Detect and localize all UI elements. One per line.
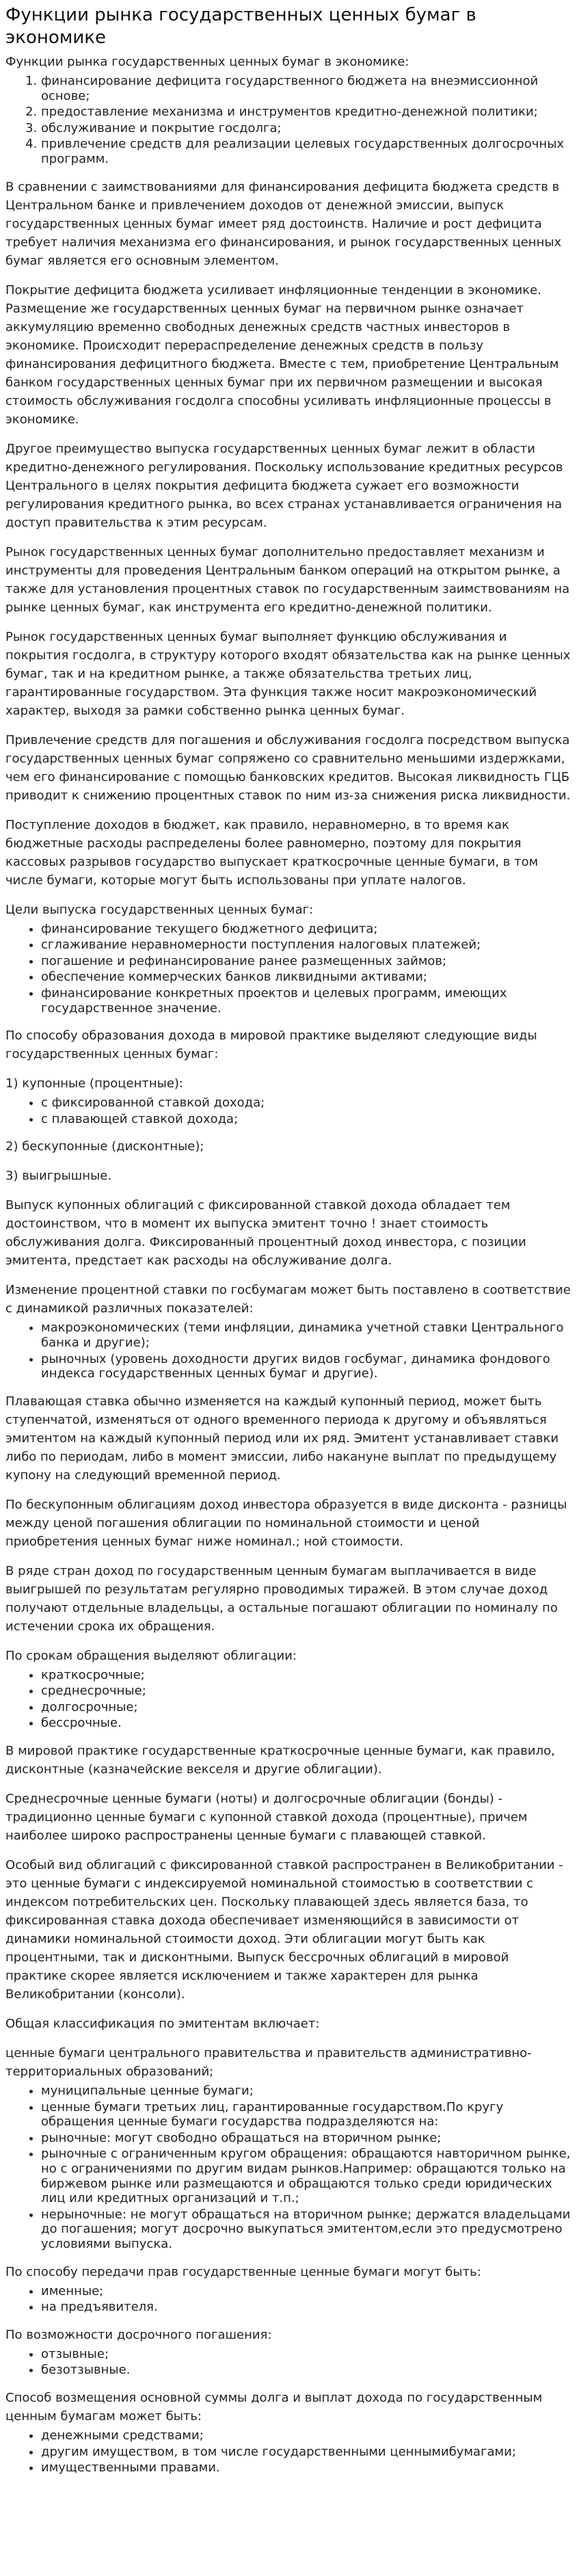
list-item: • с плавающей ставкой дохода;: [41, 1112, 574, 1127]
list-item: • среднесрочные;: [41, 1684, 574, 1699]
list-item: • муниципальные ценные бумаги;: [41, 2084, 574, 2099]
transfer-title: По способу передачи прав государственные ценные бумаги могут быть:: [5, 2264, 481, 2279]
list-item: • рыночных (уровень доходности других видов госбумаг, динамика фондового индекса государственных ценных бумаг и другие).: [41, 1352, 574, 1381]
term-title: По срокам обращения выделяют облигации:: [5, 1648, 297, 1663]
repay-title: Способ возмещения основной суммы долга и выплат дохода по государственным ценным бумагам может быть:: [5, 2390, 543, 2424]
goals-title: Цели выпуска государственных ценных бумаг:: [5, 902, 314, 917]
paragraph: Рынок государственных ценных бумаг выполняет функцию обслуживания и покрытия госдолга, в структуру которого входят обязательства как на рынке ценных бумаг, так и на кредитном рынке, а также обязательства третьих лиц, гарантированные государством. Эта функция также носит макроэкономический характер, выходя за рамки собственно рынка ценных бумаг.: [5, 629, 571, 718]
list-item: • с фиксированной ставкой дохода;: [41, 1096, 574, 1111]
page-title: Функции рынка государственных ценных бумаг в экономике: [5, 5, 476, 48]
paragraph: Выпуск купонных облигаций с фиксированной ставкой дохода обладает тем достоинством, что в момент их выпуска эмитент точно ! знает стоимость обслуживания долга. Фиксированный процентный доход инвестора, с позиции эмитента, предстает как расходы на обслуживание долга.: [5, 1198, 526, 1269]
recall-title: По возможности досрочного погашения:: [5, 2327, 272, 2342]
coupon-title: 1) купонные (процентные):: [5, 1076, 183, 1091]
list-item: • отзывные;: [41, 2347, 574, 2362]
list-item: 2. предоставление механизма и инструментов кредитно-денежной политики;: [41, 105, 574, 120]
list-item: • имущественными правами.: [41, 2460, 574, 2475]
paragraph: Другое преимущество выпуска государственных ценных бумаг лежит в области кредитно-денежного регулирования. Поскольку использование кредитных ресурсов Центрального в целях покрытия дефицита бюджета сужает его возможности регулирования кредитного рынка, во всех странах устанавливается ограничения на доступ правительства к этим ресурсам.: [5, 441, 563, 530]
paragraph: Среднесрочные ценные бумаги (ноты) и долгосрочные облигации (бонды) - традиционно ценные бумаги с купонной ставкой дохода (процентные), причем наиболее широко распространены ценные бумаги с плавающей ставкой.: [5, 1792, 528, 1844]
paragraph: Плавающая ставка обычно изменяется на каждый купонный период, может быть ступенчатой, изменяться от одного временного периода к другому и объявляться эмитентом на каждый купонный период или их ряд. Эмитент устанавливает ставки либо по периодам, либо в момент эмиссии, либо накануне выплат по предыдущему купону на следующий временной период.: [5, 1394, 559, 1483]
repay-list: [5, 2428, 574, 2475]
paragraph: В мировой практике государственные краткосрочные ценные бумаги, как правило, дисконтные (казначейские векселя и другие облигации).: [5, 1744, 555, 1777]
list-item: • другим имуществом, в том числе государственными ценнымибумагами;: [41, 2445, 574, 2460]
issuer-text: ценные бумаги центрального правительства и правительств административно-территориальных образований;: [5, 2046, 532, 2080]
list-item: • краткосрочные;: [41, 1668, 574, 1683]
list-item: • финансирование конкретных проектов и целевых программ, имеющих государственное значение.: [41, 986, 574, 1015]
rate-list: [5, 1320, 574, 1381]
coupon-list: [5, 1096, 574, 1126]
recall-list: [5, 2347, 574, 2378]
paragraph: Поступление доходов в бюджет, как правило, неравномерно, в то время как бюджетные расходы распределены более равномерно, поэтому для покрытия кассовых разрывов государство выпускает краткосрочные ценные бумаги, в том числе бумаги, которые могут быть использованы при уплате налогов.: [5, 817, 539, 888]
goals-list: [5, 922, 574, 1016]
list-item: • бессрочные.: [41, 1716, 574, 1731]
discount-title: 2) бескупонные (дисконтные);: [5, 1139, 204, 1154]
list-item: • финансирование текущего бюджетного дефицита;: [41, 922, 574, 937]
list-item: • обеспечение коммерческих банков ликвидными активами;: [41, 970, 574, 985]
paragraph: Особый вид облигаций с фиксированной ставкой распространен в Великобритании - это ценные бумаги с индексируемой номинальной стоимостью в соответствии с индексом потребительских цен. Поскольку плавающей здесь является база, то фиксированная ставка дохода обеспечивает изменяющийся в зависимости от динамики номинальной стоимости доход. Эти облигации могут быть как процентными, так и дисконтными. Выпуск бессрочных облигаций в мировой практике скорее является исключением и также характерен для рынка Великобритании (консоли).: [5, 1858, 563, 2002]
transfer-list: [5, 2284, 574, 2315]
list-item: • ценные бумаги третьих лиц, гарантированные государством.По кругу обращения ценные бумаги государства подразделяются на:: [41, 2100, 574, 2129]
win-title: 3) выигрышные.: [5, 1169, 112, 1184]
functions-intro: Функции рынка государственных ценных бумаг в экономике:: [5, 55, 409, 69]
paragraph: Рынок государственных ценных бумаг дополнительно предоставляет механизм и инструменты для проведения Центральным банком операций на открытом рынке, а также для установления процентных ставок по государственным заимствованиям на рынке ценных бумаг, как инструмента его кредитно-денежной политики.: [5, 544, 570, 615]
list-item: • рыночные: могут свободно обращаться на вторичном рынке;: [41, 2131, 574, 2146]
list-item: 4. привлечение средств для реализации целевых государственных долгосрочных программ.: [41, 137, 574, 166]
issuer-title: Общая классификация по эмитентам включает:: [5, 2017, 320, 2032]
paragraph: В ряде стран доход по государственным ценным бумагам выплачивается в виде выигрышей по результатам регулярно проводимых тиражей. В этом случае доход получают отдельные владельцы, а остальные погашают облигации по номиналу по истечении срока их обращения.: [5, 1563, 558, 1634]
list-item: • сглаживание неравномерности поступления налоговых платежей;: [41, 938, 574, 953]
list-item: • безотзывные.: [41, 2363, 574, 2378]
list-item: • рыночные с ограниченным кругом обращения: обращаются навторичном рынке, но с ограничениями по другим видам рынков.Например: обращаются только на биржевом рынке или размещаются и обращаются только среди юридических лиц или кредитных организаций и т.п.;: [41, 2147, 574, 2205]
list-item: • нерыночные: не могут обращаться на вторичном рынке; держатся владельцами до погашения; могут досрочно выкупаться эмитентом,если это предусмотрено условиями выпуска.: [41, 2207, 574, 2252]
issuer-list: [5, 2084, 574, 2252]
list-item: • денежными средствами;: [41, 2428, 574, 2443]
income-title: По способу образования дохода в мировой практике выделяют следующие виды государственных ценных бумаг:: [5, 1028, 537, 1062]
paragraph: Покрытие дефицита бюджета усиливает инфляционные тенденции в экономике. Размещение же государственных ценных бумаг на первичном рынке означает аккумуляцию временно свободных денежных средств частных инвесторов в экономике. Происходит перераспределение денежных средств в пользу финансирования дефицитного бюджета. Вместе с тем, приобретение Центральным банком государственных ценных бумаг при их первичном размещении и высокая стоимость обслуживания госдолга способны усиливать инфляционные процессы в экономике.: [5, 282, 559, 427]
paragraph: Привлечение средств для погашения и обслуживания госдолга посредством выпуска государственных ценных бумаг сопряжено со сравнительно меньшими издержками, чем его финансирование с помощью банковских кредитов. Высокая ликвидность ГЦБ приводит к снижению процентных ставок по ним из-за снижения риска ликвидности.: [5, 732, 571, 803]
list-item: 1. финансирование дефицита государственного бюджета на внеэмиссионной основе;: [41, 74, 574, 103]
term-list: [5, 1668, 574, 1731]
list-item: 3. обслуживание и покрытие госдолга;: [41, 121, 574, 136]
functions-list: [5, 74, 574, 167]
list-item: • долгосрочные;: [41, 1700, 574, 1715]
rate-title: Изменение процентной ставки по госбумагам может быть поставлено в соответствие с динамикой различных показателей:: [5, 1283, 571, 1316]
paragraph: В сравнении с заимствованиями для финансирования дефицита бюджета средств в Центральном банке и привлечением доходов от денежной эмиссии, выпуск государственных ценных бумаг имеет ряд достоинств. Наличие и рост дефицита требует наличия механизма его финансирования, и рынок государственных ценных бумаг является его основным элементом.: [5, 179, 562, 268]
list-item: • именные;: [41, 2284, 574, 2299]
list-item: • на предъявителя.: [41, 2300, 574, 2315]
list-item: • макроэкономических (теми инфляции, динамика учетной ставки Центрального банка и другие);: [41, 1320, 574, 1350]
paragraph: По бескупонным облигациям доход инвестора образуется в виде дисконта - разницы между ценой погашения облигации по номинальной стоимости и ценой приобретения ценных бумаг ниже номинал.; ной стоимости.: [5, 1497, 567, 1549]
list-item: • погашение и рефинансирование ранее размещенных займов;: [41, 954, 574, 969]
